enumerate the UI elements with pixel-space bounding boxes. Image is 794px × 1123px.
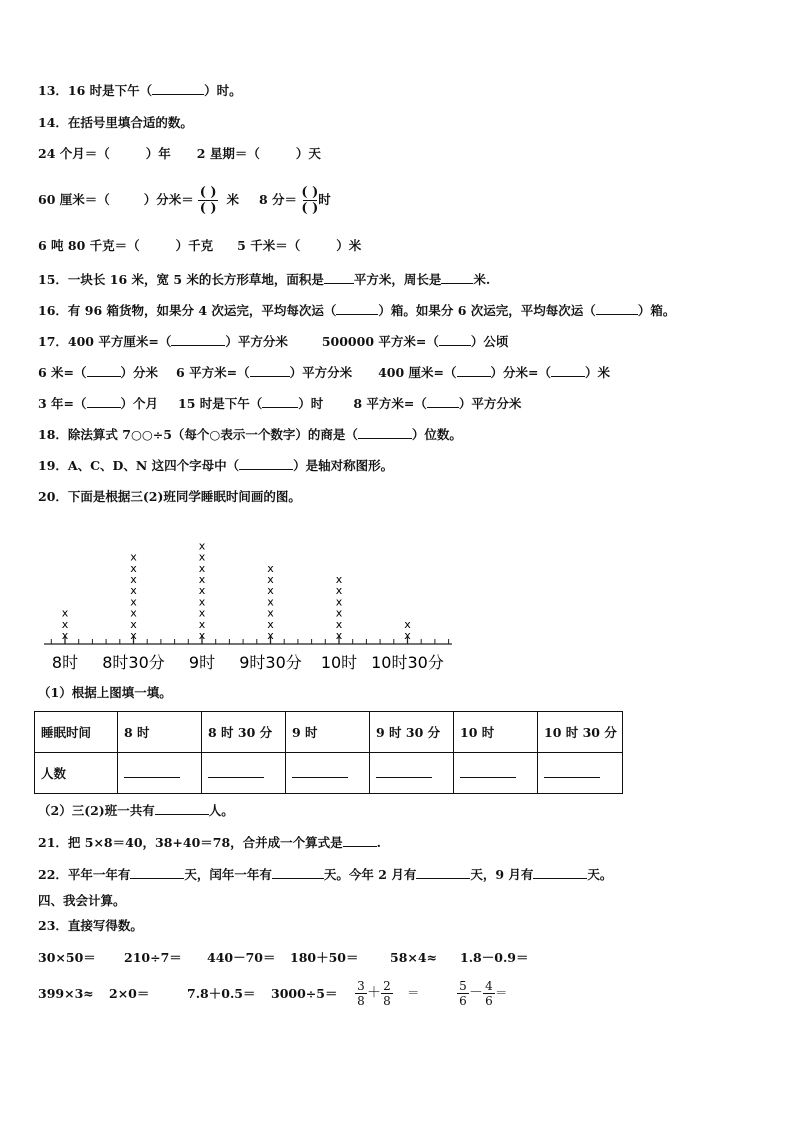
q14-line3: 6 吨 80 千克＝（ ）千克 5 千米＝（ ）米 <box>38 238 362 253</box>
x-mark: x <box>335 629 343 642</box>
q13: 13．16 时是下午（ ）时。 <box>38 83 242 98</box>
calc-item: 1.8－0.9＝ <box>460 950 529 965</box>
calc-item: 2×0＝ <box>109 986 150 1001</box>
x-mark: x <box>267 573 274 586</box>
tick-label: 9时30分 <box>239 653 302 672</box>
tick-label: 10时 <box>320 653 358 672</box>
x-mark: x <box>335 595 343 609</box>
x-mark: x <box>130 595 137 609</box>
table-header-cell: 睡眠时间 <box>35 712 118 753</box>
x-mark: x <box>61 617 69 631</box>
table-header-cell: 10 时 <box>454 712 538 753</box>
x-mark: x <box>267 584 274 598</box>
table-header-cell: 8 时 30 分 <box>202 712 286 753</box>
fraction-calc-2: $\frac{5}{6}$ － $\frac{4}{6}$ ＝ <box>457 972 508 1014</box>
tick-label: 8时30分 <box>102 653 165 672</box>
calc-item: 210÷7＝ <box>124 950 182 965</box>
q19: 19．A、C、D、N 这四个字母中（ ）是轴对称图形。 <box>38 458 394 473</box>
q14-title: 14．在括号里填合适的数。 <box>38 115 193 130</box>
tick-label: 8时 <box>51 653 79 672</box>
fraction-calc-1: $\frac{3}{8}$ ＋ $\frac{2}{8}$ ＝ <box>355 972 420 1014</box>
x-mark: x <box>198 617 206 631</box>
q23-title: 23．直接写得数。 <box>38 918 143 933</box>
table-header-cell: 9 时 30 分 <box>370 712 454 753</box>
answer-cell[interactable] <box>286 753 370 794</box>
x-mark: x <box>267 629 274 642</box>
answer-cell[interactable] <box>538 753 623 794</box>
x-mark: x <box>335 584 343 598</box>
x-mark: x <box>198 539 206 553</box>
x-mark: x <box>267 561 274 575</box>
table-header-cell: 8 时 <box>118 712 202 753</box>
q14-line2: 60 厘米＝（ ）分米＝ $\frac{( )}{( )}$ 米 8 分＝ $\frac{( )}{( )}$ 时 <box>38 185 331 216</box>
table-header-cell: 9 时 <box>286 712 370 753</box>
x-mark: x <box>61 629 69 642</box>
x-mark: x <box>198 629 206 642</box>
x-mark: x <box>130 617 137 631</box>
q14-line1: 24 个月＝（ ）年 2 星期＝（ ）天 <box>38 146 321 161</box>
calc-item: 440－70＝ <box>207 950 276 965</box>
x-mark: x <box>130 629 137 642</box>
calc-item: 7.8＋0.5＝ <box>187 986 256 1001</box>
calc-item: 3000÷5＝ <box>271 986 338 1001</box>
tick-label: 10时30分 <box>371 653 444 672</box>
q15: 15．一块长 16 米，宽 5 米的长方形草地，面积是 平方米，周长是 米. <box>38 272 491 287</box>
x-mark: x <box>61 606 69 620</box>
fraction-blank[interactable]: $\frac{( )}{( )}$ <box>301 185 319 216</box>
q16: 16．有 96 箱货物，如果分 4 次运完，平均每次运（ ）箱。如果分 6 次运完，平均每次运（ ）箱。 <box>38 303 676 318</box>
x-mark: x <box>267 595 274 609</box>
x-mark: x <box>335 573 343 586</box>
x-mark: x <box>130 584 137 598</box>
q20-title: 20．下面是根据三(2)班同学睡眠时间画的图。 <box>38 489 301 504</box>
x-mark: x <box>404 617 411 631</box>
answer-cell[interactable] <box>370 753 454 794</box>
answer-cell[interactable] <box>202 753 286 794</box>
x-mark: x <box>198 595 206 609</box>
sleep-time-dot-plot <box>30 515 460 675</box>
calc-item: 180＋50＝ <box>290 950 359 965</box>
fraction-blank[interactable]: $\frac{( )}{( )}$ <box>199 185 217 216</box>
answer-cell[interactable] <box>454 753 538 794</box>
x-mark: x <box>335 617 343 631</box>
x-mark: x <box>267 606 274 620</box>
table-header-cell: 10 时 30 分 <box>538 712 623 753</box>
answer-blank[interactable] <box>152 82 204 95</box>
x-mark: x <box>198 561 206 575</box>
x-mark: x <box>267 617 274 631</box>
q20-sub1: （1）根据上图填一填。 <box>38 685 172 700</box>
q17-line2: 6 米=（ ）分米 6 平方米=（ ）平方分米 400 厘米=（ ）分米=（ ）米 <box>38 365 611 380</box>
x-mark: x <box>130 550 137 564</box>
section-title: 四、我会计算。 <box>38 893 126 908</box>
tick-label: 9时 <box>188 653 216 672</box>
x-mark: x <box>198 550 206 564</box>
x-mark: x <box>130 573 137 586</box>
x-mark: x <box>198 573 206 586</box>
x-mark: x <box>198 606 206 620</box>
q21: 21．把 5×8＝40，38+40＝78，合并成一个算式是 . <box>38 835 382 850</box>
q17-line1: 17．400 平方厘米=（ ）平方分米 500000 平方米=（ ）公顷 <box>38 334 509 349</box>
q22: 22．平年一年有 天，闰年一年有 天。今年 2 月有 天，9 月有 天。 <box>38 867 613 882</box>
chart-axis <box>44 636 452 644</box>
calc-item: 58×4≈ <box>390 950 438 965</box>
x-mark: x <box>130 606 137 620</box>
calc-item: 30×50＝ <box>38 950 96 965</box>
table-row-label: 人数 <box>35 753 118 794</box>
x-mark: x <box>404 629 411 642</box>
q18: 18．除法算式 7○○÷5（每个○表示一个数字）的商是（ ）位数。 <box>38 427 462 442</box>
x-mark: x <box>130 561 137 575</box>
x-mark: x <box>198 584 206 598</box>
x-mark: x <box>335 606 343 620</box>
q20-sub2: （2）三(2)班一共有 人。 <box>38 803 234 818</box>
answer-cell[interactable] <box>118 753 202 794</box>
calc-item: 399×3≈ <box>38 986 94 1001</box>
q17-line3: 3 年=（ ）个月 15 时是下午（ ）时 8 平方米=（ ）平方分米 <box>38 396 522 411</box>
sleep-table <box>34 711 623 794</box>
